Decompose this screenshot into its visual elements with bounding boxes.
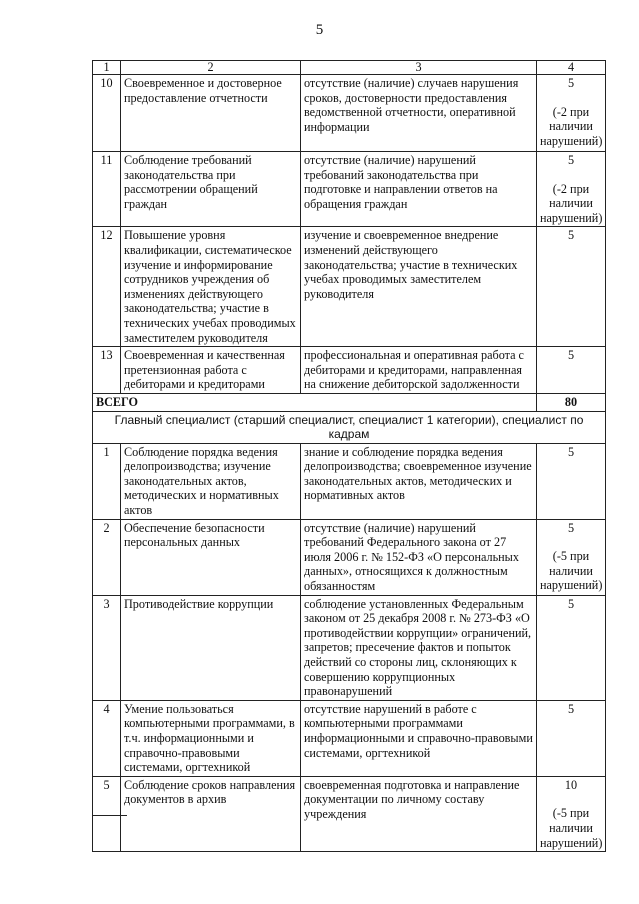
- table-row: [93, 443, 606, 519]
- table-row: [93, 595, 606, 700]
- row-number: 12: [93, 227, 121, 347]
- points-cell: [537, 347, 606, 394]
- row-number: 13: [93, 347, 121, 394]
- table-row: [93, 776, 606, 851]
- points-cell: [537, 595, 606, 700]
- indicator-cell: отсутствие (наличие) нарушений требований Федерального закона от 27 июля 2006 г. № 152-ФЗ «О персональных данных», относящихся к должностным обязанностям: [301, 519, 537, 595]
- points-cell: [537, 776, 606, 851]
- indicator-cell: изучение и своевременное внедрение изменений действующего законодательства; участие в технических учебах проводимых заместителем руководителя: [301, 227, 537, 347]
- indicator-cell: отсутствие (наличие) случаев нарушения сроков, достоверности предоставления ведомственной отчетности, оперативной информации: [301, 75, 537, 152]
- criterion-cell: Умение пользоваться компьютерными программами, в т.ч. информационными и справочно-правовыми системами, оргтехникой: [121, 700, 301, 776]
- criterion-cell: Противодействие коррупции: [121, 595, 301, 700]
- points-value: 5: [567, 348, 575, 363]
- row-number: 2: [93, 519, 121, 595]
- table-bottom-rule: [92, 815, 127, 816]
- header-cell-3: 3: [301, 61, 537, 75]
- table-row: [93, 75, 606, 152]
- row-number: 1: [93, 443, 121, 519]
- section-row: [93, 411, 606, 443]
- points-value: 5: [567, 596, 575, 611]
- criterion-cell: Соблюдение порядка ведения делопроизводства; изучение законодательных актов, методических и нормативных актов: [121, 443, 301, 519]
- points-value: 5: [567, 228, 575, 243]
- points-value: 10: [564, 777, 578, 792]
- row-number: 5: [93, 776, 121, 851]
- indicator-cell: знание и соблюдение порядка ведения делопроизводства; своевременное изучение законодательных актов, методических и нормативных актов: [301, 443, 537, 519]
- table-row: [93, 347, 606, 394]
- row-number: 4: [93, 700, 121, 776]
- table-row: [93, 152, 606, 227]
- points-cell: [537, 443, 606, 519]
- points-cell: [537, 75, 606, 152]
- points-note: (-2 при наличии нарушений): [540, 181, 603, 225]
- row-number: 10: [93, 75, 121, 152]
- criterion-cell: Соблюдение требований законодательства при рассмотрении обращений граждан: [121, 152, 301, 227]
- points-value: 5: [567, 153, 575, 167]
- indicator-cell: отсутствие нарушений в работе с компьютерными программами информационными и справочно-правовыми системами, оргтехникой: [301, 700, 537, 776]
- row-number: 3: [93, 595, 121, 700]
- points-cell: [537, 227, 606, 347]
- table-row: [93, 700, 606, 776]
- criterion-cell: Своевременное и достоверное предоставление отчетности: [121, 75, 301, 152]
- indicator-cell: своевременная подготовка и направление документации по личному составу учреждения: [301, 776, 537, 851]
- indicator-cell: профессиональная и оперативная работа с дебиторами и кредиторами, направленная на снижение дебиторской задолженности: [301, 347, 537, 394]
- points-note: (-2 при наличии нарушений): [540, 104, 603, 148]
- total-value: 80: [537, 393, 606, 411]
- header-cell-4: 4: [537, 61, 606, 75]
- indicator-cell: соблюдение установленных Федеральным законом от 25 декабря 2008 г. № 273-ФЗ «О противодействии коррупции» ограничений, запретов; пресечение фактов и попыток действий со стороны лиц, склоняющих к совершению коррупционных правонарушений: [301, 595, 537, 700]
- criterion-cell: Своевременная и качественная претензионная работа с дебиторами и кредиторами: [121, 347, 301, 394]
- table-row: [93, 227, 606, 347]
- points-cell: [537, 152, 606, 227]
- row-number: 11: [93, 152, 121, 227]
- total-row: [93, 393, 606, 411]
- points-note: (-5 при наличии нарушений): [540, 549, 603, 593]
- points-value: 5: [567, 444, 575, 459]
- header-row: [93, 61, 606, 75]
- points-note: (-5 при наличии нарушений): [540, 806, 603, 850]
- criterion-cell: Повышение уровня квалификации, систематическое изучение и информирование сотрудников учреждения об изменениях действующего законодательства; участие в технических учебах проводимых заместителем руководителя: [121, 227, 301, 347]
- header-cell-1: 1: [93, 61, 121, 75]
- points-cell: [537, 700, 606, 776]
- points-cell: [537, 519, 606, 595]
- page-number: 5: [315, 22, 324, 38]
- points-value: 5: [567, 76, 575, 90]
- criterion-cell: Обеспечение безопасности персональных данных: [121, 519, 301, 595]
- section-title: Главный специалист (старший специалист, специалист 1 категории), специалист по кадрам: [93, 411, 606, 443]
- total-label: ВСЕГО: [93, 393, 537, 411]
- points-value: 5: [567, 701, 575, 716]
- criterion-cell: Соблюдение сроков направления документов в архив: [121, 776, 301, 851]
- header-cell-2: 2: [121, 61, 301, 75]
- criteria-table: [92, 60, 606, 852]
- indicator-cell: отсутствие (наличие) нарушений требований законодательства при подготовке и направлении ответов на обращения граждан: [301, 152, 537, 227]
- table-row: [93, 519, 606, 595]
- points-value: 5: [567, 520, 575, 535]
